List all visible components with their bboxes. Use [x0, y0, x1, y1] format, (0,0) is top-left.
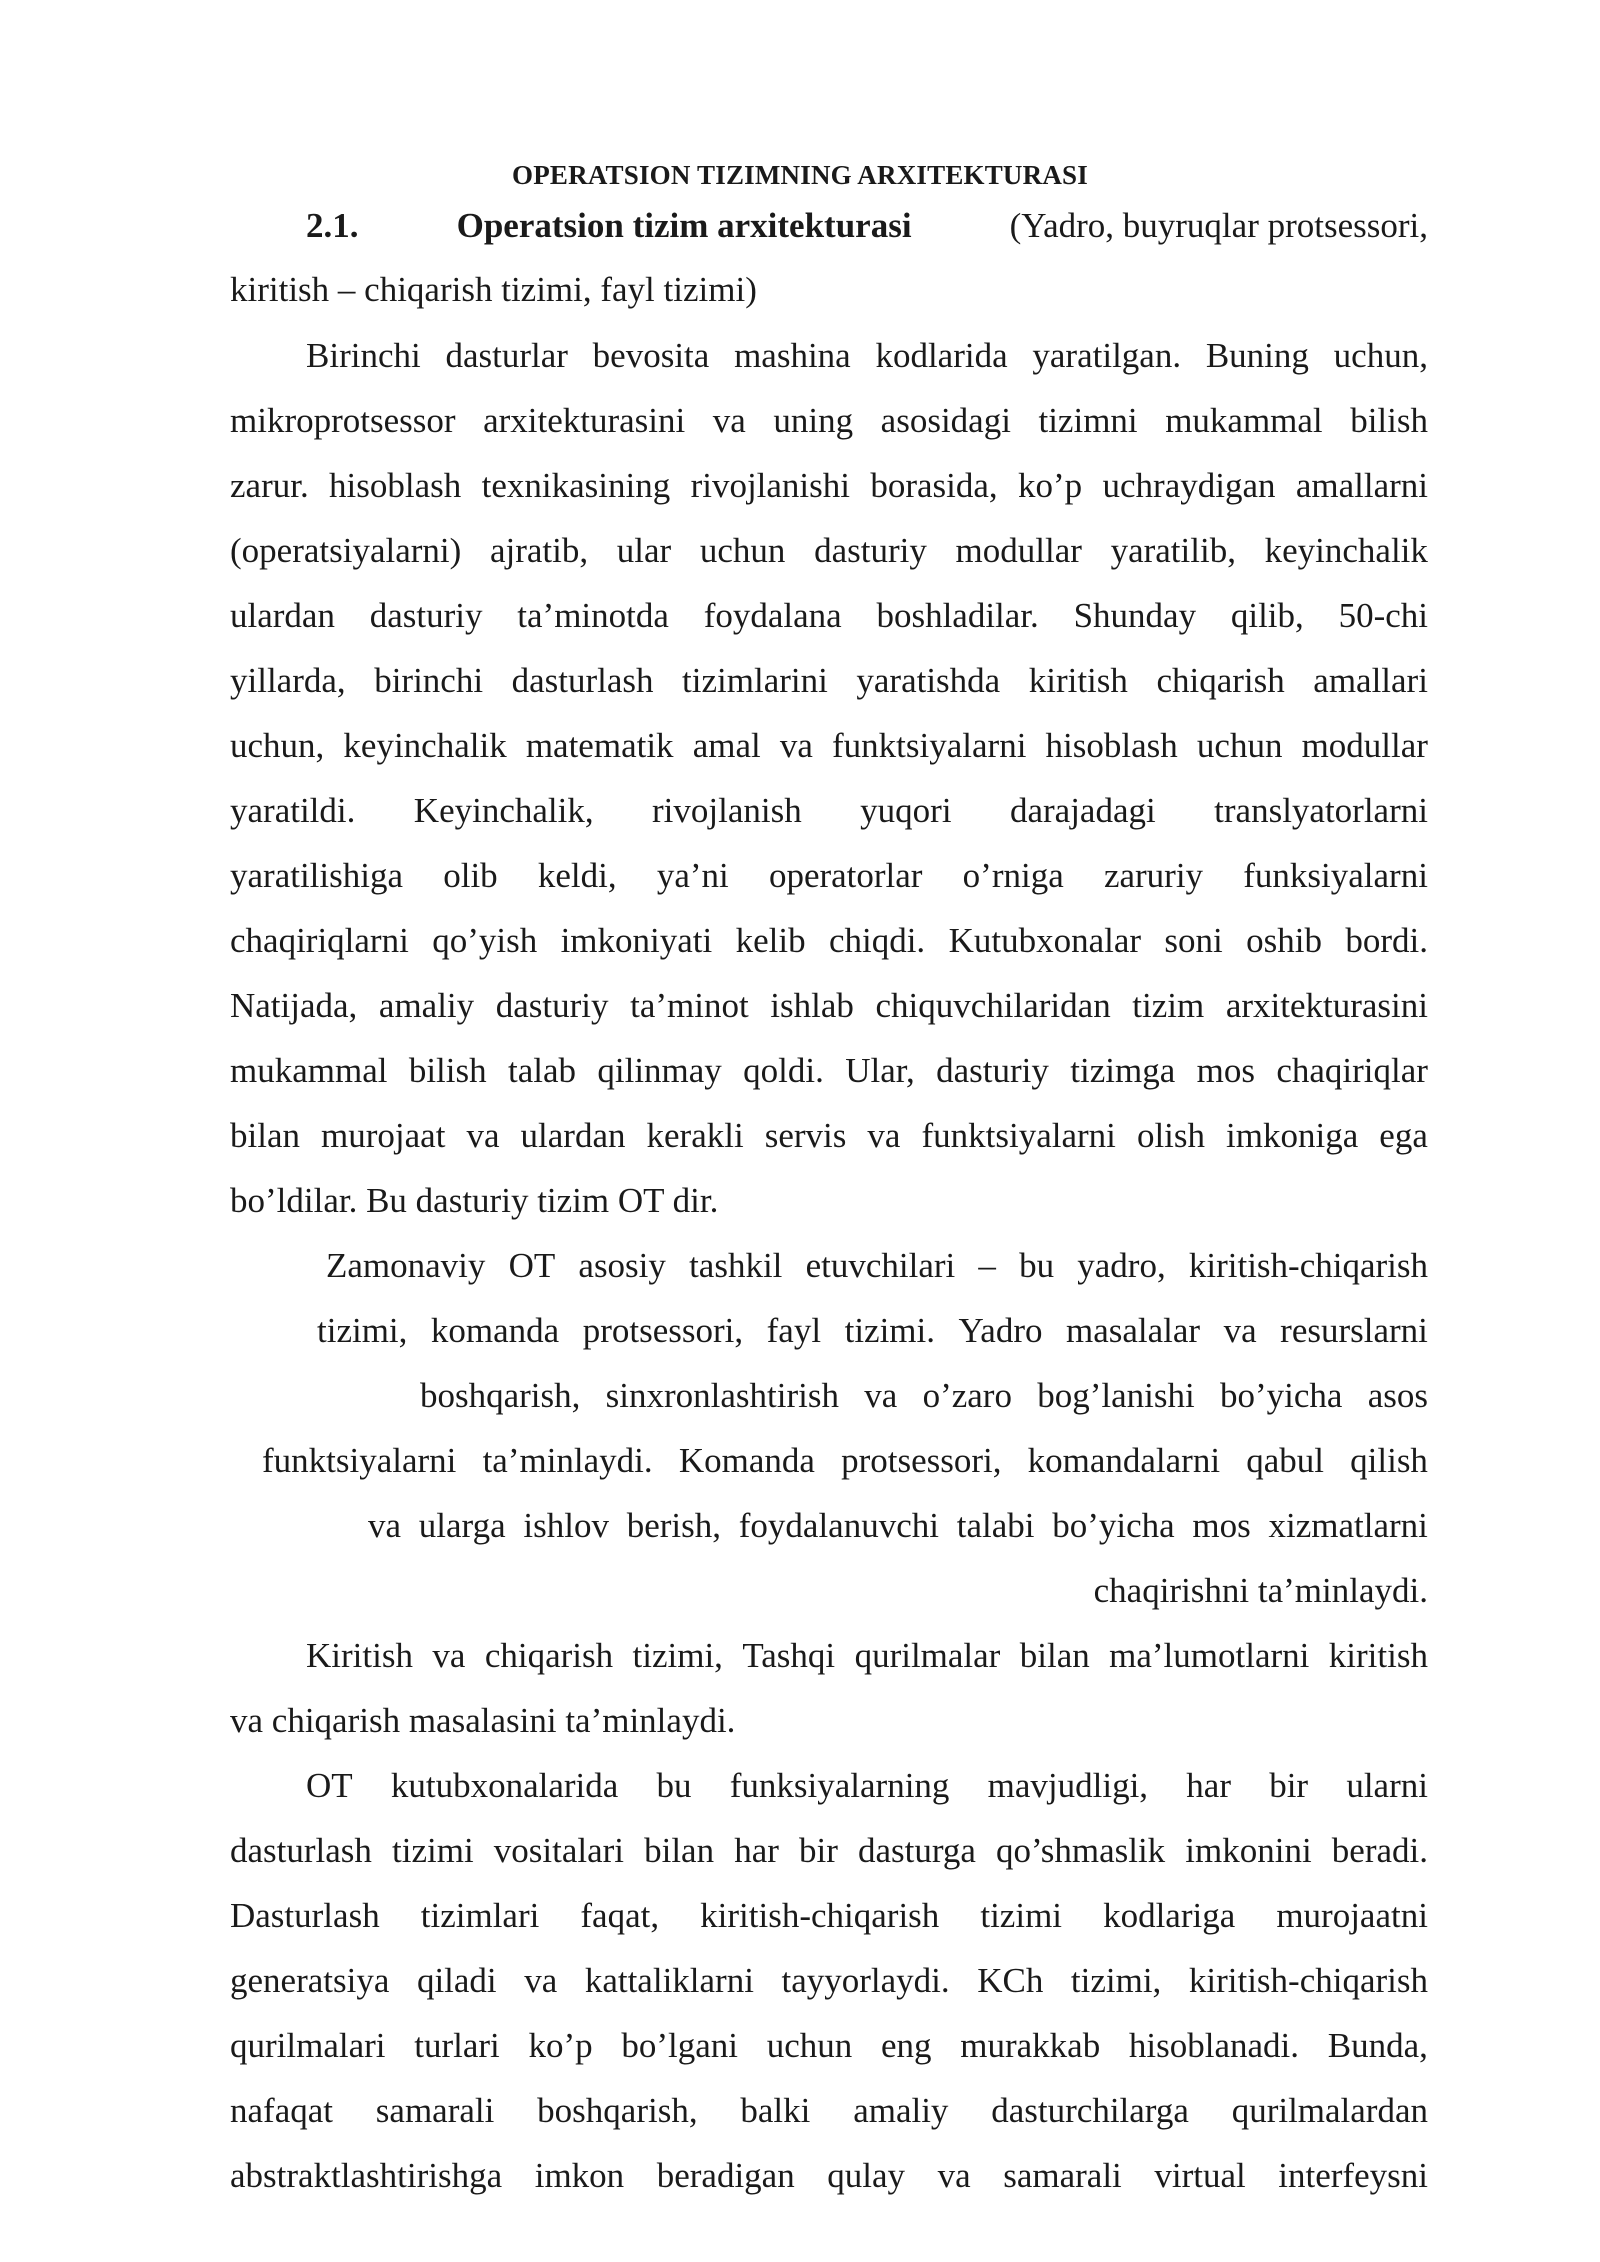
text-line [420, 1373, 1428, 1419]
word: etuvchilari [805, 1246, 956, 1285]
word: Yadro [958, 1311, 1043, 1350]
word: rivojlanishi [690, 466, 850, 505]
word: zarur. [230, 466, 309, 505]
word: amallari [1313, 661, 1428, 700]
word: turlari [414, 2026, 500, 2065]
word: – [978, 1246, 996, 1285]
word: kiritish [1328, 1636, 1428, 1675]
word: fayl [766, 1311, 822, 1350]
word: tizimi [392, 1831, 474, 1870]
word: har [1186, 1766, 1231, 1805]
word: foydalana [703, 596, 842, 635]
word: bog’lanishi [1037, 1376, 1195, 1415]
word: sinxronlashtirish [605, 1376, 839, 1415]
word: tizimga [1070, 1051, 1176, 1090]
word: bilish [408, 1051, 487, 1090]
word: Dasturlash [230, 1896, 380, 1935]
word: masalalar [1066, 1311, 1201, 1350]
word: mukammal [230, 1051, 388, 1090]
text-line [230, 853, 1428, 899]
word: texnikasining [481, 466, 671, 505]
word: qilib, [1230, 596, 1304, 635]
word: faqat, [580, 1896, 660, 1935]
word: komanda [430, 1311, 560, 1350]
section-title: Operatsion tizim arxitekturasi [456, 206, 912, 245]
word: chiqdi. [828, 921, 926, 960]
text-line [262, 1438, 1428, 1484]
text-line [230, 398, 1428, 444]
word: tizimi, [1070, 1961, 1162, 2000]
word: bir [798, 1831, 838, 1870]
section-heading [306, 203, 1428, 249]
word: boshqarish, [420, 1376, 581, 1415]
word: olish [1136, 1116, 1206, 1155]
page-title: OPERATSION TIZIMNING ARXITEKTURASI [512, 160, 1088, 190]
word: Tashqi [742, 1636, 836, 1675]
word: nafaqat [230, 2091, 333, 2130]
text-line [230, 788, 1428, 834]
word: tayyorlaydi. [781, 1961, 950, 2000]
word: chaqiriqlar [1276, 1051, 1428, 1090]
word: yaratildi. [230, 791, 356, 830]
word: Ular, [845, 1051, 915, 1090]
text-line [230, 593, 1428, 639]
word: yillarda, [230, 661, 346, 700]
word: ajratib, [489, 531, 589, 570]
text-line: va chiqarish masalasini ta’minlaydi. [230, 1701, 736, 1740]
text-line: chaqirishni ta’minlaydi. [1093, 1571, 1428, 1610]
text-line [368, 1503, 1428, 1549]
section-number: 2.1. [306, 206, 359, 245]
word: rivojlanish [652, 791, 802, 830]
word: resurslarni [1280, 1311, 1428, 1350]
text-line [230, 1113, 1428, 1159]
word: ulardan [520, 1116, 626, 1155]
word: hisoblash [1045, 726, 1178, 765]
word: bo’yicha [1219, 1376, 1343, 1415]
word: tizim [1132, 986, 1205, 1025]
word: mos [1192, 1506, 1251, 1545]
word: imkonini [1185, 1831, 1312, 1870]
word: dasturchilarga [991, 2091, 1189, 2130]
word: bo’yicha [1052, 1506, 1175, 1545]
text-line [230, 463, 1428, 509]
word: keyinchalik [343, 726, 507, 765]
word: yuqori [860, 791, 952, 830]
word: qo’yish [432, 921, 538, 960]
text-line [230, 528, 1428, 574]
word: qoldi. [743, 1051, 824, 1090]
word: keldi, [537, 856, 617, 895]
text-line [230, 1048, 1428, 1094]
word: dasturlash [511, 661, 654, 700]
word: kiritish-chiqarish [1188, 1961, 1428, 2000]
text-line [306, 333, 1428, 379]
word: dasturiy [814, 531, 927, 570]
word: dasturlash [230, 1831, 372, 1870]
word: bilish [1350, 401, 1428, 440]
word: samarali [375, 2091, 495, 2130]
word: ta’minlaydi. [482, 1441, 653, 1480]
word: talabi [956, 1506, 1035, 1545]
word: balki [740, 2091, 811, 2130]
word: ya’ni [656, 856, 729, 895]
word: kerakli [646, 1116, 744, 1155]
word: bilan [644, 1831, 715, 1870]
word: funktsiyalarni [832, 726, 1027, 765]
text-line [326, 1243, 1428, 1289]
text-line [230, 983, 1428, 1029]
text-line [230, 723, 1428, 769]
word: darajadagi [1009, 791, 1156, 830]
word: komandalarni [1027, 1441, 1221, 1480]
word: ishlov [523, 1506, 609, 1545]
word: hisoblanadi. [1128, 2026, 1300, 2065]
word: Keyinchalik, [413, 791, 594, 830]
word: yaratishda [856, 661, 1001, 700]
word: yaratilib, [1110, 531, 1236, 570]
text-line [230, 918, 1428, 964]
word: Buning [1205, 336, 1309, 375]
word: bu [656, 1766, 692, 1805]
word: dasturiy [495, 986, 609, 1025]
word: ega [1379, 1116, 1428, 1155]
word: dasturiy [369, 596, 483, 635]
word: bu [1019, 1246, 1055, 1285]
word: tizimlari [420, 1896, 540, 1935]
word: kutubxonalarida [390, 1766, 619, 1805]
word: tizimi, [632, 1636, 723, 1675]
word: qiladi [416, 1961, 497, 2000]
word: funktsiyalarni [921, 1116, 1116, 1155]
word: kiritish-chiqarish [700, 1896, 940, 1935]
section-subtitle-part2: kiritish – chiqarish tizimi, fayl tizimi) [230, 270, 757, 309]
word: dasturlar [445, 336, 568, 375]
word: kodlarida [875, 336, 1008, 375]
text-line [230, 1958, 1428, 2004]
word: Shunday [1073, 596, 1197, 635]
word: tashkil [689, 1246, 783, 1285]
word: vositalari [493, 1831, 625, 1870]
word: borasida, [870, 466, 998, 505]
word: qurilmalari [230, 2026, 386, 2065]
word: kiritish [1028, 661, 1128, 700]
word: yaratilishiga [230, 856, 404, 895]
word: funktsiyalarni [262, 1441, 457, 1480]
word: (operatsiyalarni) [230, 531, 462, 570]
word: tizimi. [844, 1311, 935, 1350]
word: qurilmalar [854, 1636, 1001, 1675]
word: va [368, 1506, 402, 1545]
word: uchraydigan [1102, 466, 1276, 505]
word: mikroprotsessor [230, 401, 456, 440]
word: tizimi, [317, 1311, 408, 1350]
word: qabul [1246, 1441, 1324, 1480]
word: har [734, 1831, 779, 1870]
word: tizimni [1038, 401, 1138, 440]
word: bilan [230, 1116, 300, 1155]
word: imkoniyati [560, 921, 713, 960]
word: Bunda, [1327, 2026, 1428, 2065]
word: asos [1367, 1376, 1428, 1415]
word: beradi. [1331, 1831, 1428, 1870]
word: tizimlarini [682, 661, 828, 700]
word: ta’minotda [517, 596, 669, 635]
word: boshladilar. [876, 596, 1039, 635]
word: va [864, 1376, 898, 1415]
word: amal [692, 726, 761, 765]
word: KCh [977, 1961, 1044, 2000]
word: birinchi [374, 661, 484, 700]
word: virtual [1154, 2156, 1246, 2195]
word: boshqarish, [537, 2091, 698, 2130]
word: dasturga [857, 1831, 976, 1870]
word: va [779, 726, 813, 765]
word: chaqiriqlarni [230, 921, 409, 960]
word: murojaat [321, 1116, 446, 1155]
word: o’zaro [922, 1376, 1012, 1415]
word: ko’p [1018, 466, 1083, 505]
text-line [230, 1893, 1428, 1939]
word: dasturiy [936, 1051, 1049, 1090]
text-line [230, 2153, 1428, 2199]
text-line [306, 1633, 1428, 1679]
word: soni [1164, 921, 1223, 960]
word: matematik [525, 726, 674, 765]
word: berish, [626, 1506, 721, 1545]
word: modullar [1301, 726, 1428, 765]
word: asosidagi [880, 401, 1011, 440]
word: va [1223, 1311, 1257, 1350]
word: bir [1269, 1766, 1309, 1805]
text-line: bo’ldilar. Bu dasturiy tizim OT dir. [230, 1181, 719, 1220]
word: OT [508, 1246, 556, 1285]
word: arxitekturasini [1225, 986, 1428, 1025]
word: ularni [1346, 1766, 1428, 1805]
word: qulay [827, 2156, 906, 2195]
word: tizimi [980, 1896, 1063, 1935]
text-line [306, 1763, 1428, 1809]
word: keyinchalik [1264, 531, 1428, 570]
word: ulardan [230, 596, 335, 635]
word: bilan [1019, 1636, 1090, 1675]
word: eng [880, 2026, 932, 2065]
word: bordi. [1345, 921, 1428, 960]
word: amaliy [378, 986, 475, 1025]
word: bo’lgani [621, 2026, 738, 2065]
word: bevosita [592, 336, 710, 375]
word: kiritish-chiqarish [1188, 1246, 1428, 1285]
word: yadro, [1077, 1246, 1166, 1285]
word: kodlariga [1103, 1896, 1236, 1935]
word: uchun [699, 531, 786, 570]
word: va [937, 2156, 971, 2195]
word: asosiy [578, 1246, 666, 1285]
word: uchun, [1333, 336, 1428, 375]
word: qilish [1350, 1441, 1428, 1480]
word: beradigan [656, 2156, 795, 2195]
word: operatorlar [768, 856, 923, 895]
word: Birinchi [306, 336, 421, 375]
word: imkon [534, 2156, 625, 2195]
word: funksiyalarning [729, 1766, 950, 1805]
text-line [230, 2088, 1428, 2134]
text-line [317, 1308, 1428, 1354]
word: va [466, 1116, 500, 1155]
text-line [230, 658, 1428, 704]
word: va [432, 1636, 466, 1675]
word: va [712, 401, 746, 440]
word: protsessori, [582, 1311, 744, 1350]
word: kelib [735, 921, 806, 960]
text-line [230, 2023, 1428, 2069]
word: 50-chi [1338, 596, 1428, 635]
word: uning [773, 401, 854, 440]
word: qilinmay [597, 1051, 722, 1090]
word: samarali [1003, 2156, 1122, 2195]
word: uchun [1196, 726, 1283, 765]
word: protsessori, [841, 1441, 1002, 1480]
word: qurilmalardan [1231, 2091, 1428, 2130]
word: Kiritish [306, 1636, 413, 1675]
word: Natijada, [230, 986, 358, 1025]
word: va [867, 1116, 901, 1155]
word: ularga [418, 1506, 506, 1545]
word: Kutubxonalar [948, 921, 1142, 960]
word: chiqarish [1156, 661, 1285, 700]
word: Zamonaviy [326, 1246, 486, 1285]
word: talab [507, 1051, 577, 1090]
word: generatsiya [230, 1961, 390, 2000]
word: mashina [734, 336, 851, 375]
word: Komanda [678, 1441, 815, 1480]
word: uchun [766, 2026, 853, 2065]
word: murakkab [960, 2026, 1101, 2065]
word: kattaliklarni [584, 1961, 754, 2000]
word: foydalanuvchi [738, 1506, 939, 1545]
word: amaliy [853, 2091, 949, 2130]
word: zaruriy [1103, 856, 1204, 895]
word: ishlab [770, 986, 854, 1025]
word: murojaatni [1276, 1896, 1428, 1935]
word: olib [443, 856, 498, 895]
word: mukammal [1165, 401, 1323, 440]
word: funksiyalarni [1243, 856, 1428, 895]
word: qo’shmaslik [996, 1831, 1166, 1870]
word: hisoblash [329, 466, 462, 505]
word: chiquvchilaridan [875, 986, 1111, 1025]
word: arxitekturasini [483, 401, 686, 440]
word: o’rniga [962, 856, 1064, 895]
word: abstraktlashtirishga [230, 2156, 503, 2195]
word: modullar [955, 531, 1082, 570]
text-line [230, 1828, 1428, 1874]
word: amallarni [1295, 466, 1428, 505]
word: oshib [1246, 921, 1322, 960]
word: interfeysni [1278, 2156, 1428, 2195]
word: translyatorlarni [1214, 791, 1428, 830]
word: servis [764, 1116, 847, 1155]
word: mavjudligi, [987, 1766, 1149, 1805]
word: xizmatlarni [1268, 1506, 1428, 1545]
word: ma’lumotlarni [1109, 1636, 1310, 1675]
word: va [524, 1961, 558, 2000]
word: ta’minot [630, 986, 749, 1025]
word: imkoniga [1226, 1116, 1359, 1155]
word: OT [306, 1766, 353, 1805]
word: yaratilgan. [1032, 336, 1182, 375]
word: ular [616, 531, 672, 570]
word: mos [1196, 1051, 1255, 1090]
word: ko’p [528, 2026, 593, 2065]
word: chiqarish [484, 1636, 614, 1675]
word: uchun, [230, 726, 325, 765]
section-subtitle-part1: (Yadro, buyruqlar protsessori, [1009, 206, 1428, 245]
